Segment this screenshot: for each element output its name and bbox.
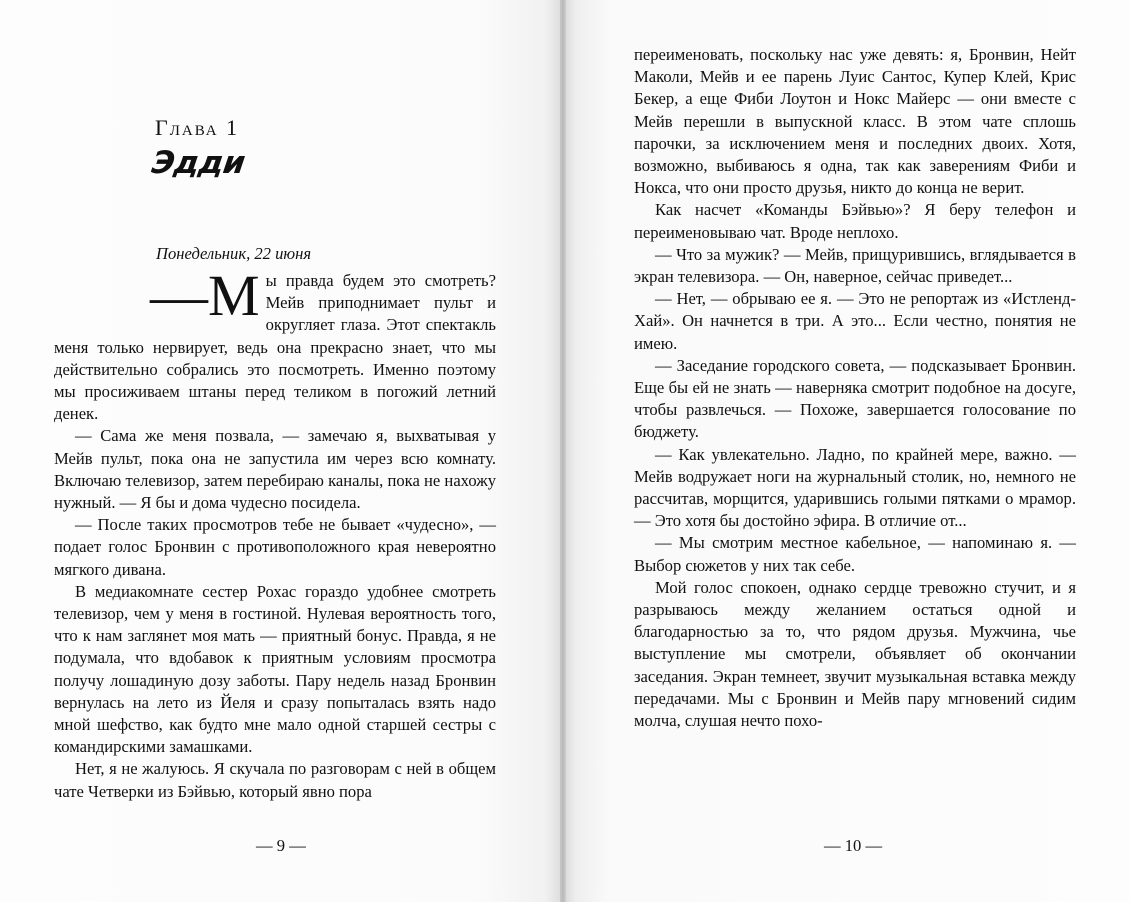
continued-paragraph: переименовать, поскольку нас уже девять: я, Бронвин, Нейт Маколи, Мейв и ее парень Луис Сантос, Купер Клей, Крис Бекер, а еще Фиби Лоутон и Нокс Майерс — они вместе с Мейв перешли в выпускной класс. В этом чате сплошь парочки, за исключением меня и последних двоих. Хотя, возможно, выбиваюсь я одна, так как заверениям Фиби и Нокса, что они просто друзья, никто до конца не верит. (634, 45, 1076, 198)
chapter-dateline: Понедельник, 22 июня (156, 244, 312, 263)
book-gutter (560, 0, 566, 902)
chapter-label: Глава 1 (155, 115, 240, 140)
paragraph: — Заседание городского совета, — подсказывает Бронвин. Еще бы ей не знать — наверняка смотрит подобное на досуге, чтобы развлечься. — Похоже, завершается голосование по бюджету. (634, 355, 1076, 442)
page-number-left: — 9 — (256, 836, 306, 855)
paragraph: — Нет, — обрываю ее я. — Это не репортаж из «Истленд-Хай». Он начнется в три. А это... Если честно, понятия не имею. (634, 289, 1076, 353)
opening-paragraph (54, 263, 496, 425)
drop-cap: —М (150, 263, 260, 328)
paragraph: — Мы смотрим местное кабельное, — напоминаю я. — Выбор сюжетов у них так себе. (634, 533, 1076, 575)
left-text-column (54, 263, 496, 803)
page-number-right: — 10 — (824, 836, 883, 855)
chapter-title: Эдди (149, 145, 248, 181)
paragraph: — Как увлекательно. Ладно, по крайней мере, важно. — Мейв водружает ноги на журнальный столик, но, немного не рассчитав, морщится, ударившись голыми пятками о мрамор. — Это хотя бы достойно эфира. В отличие от... (634, 444, 1076, 531)
paragraph: — После таких просмотров тебе не бывает «чудесно», — подает голос Бронвин с противоположного края невероятно мягкого дивана. (54, 515, 496, 579)
paragraph: Как насчет «Команды Бэйвью»? Я беру телефон и переименовываю чат. Вроде неплохо. (634, 200, 1076, 242)
paragraph: — Сама же меня позвала, — замечаю я, выхватывая у Мейв пульт, пока она не запустила им через всю комнату. Включаю телевизор, затем перебираю каналы, пока не нахожу нужный. — Я бы и дома чудесно посидела. (54, 426, 496, 513)
opening-paragraph-text: ы правда будем это смотреть? Мейв приподнимает пульт и округляет глаза. Этот спектакль меня только нервирует, ведь она прекрасно знает, что мы действительно собрались это посмотреть. Именно поэтому мы просиживаем штаны перед теликом в погожий летний денек. (54, 271, 496, 424)
paragraph: Мой голос спокоен, однако сердце тревожно стучит, и я разрываюсь между желанием остаться одной и благодарностью за то, что рядом друзья. Мужчина, чье выступление мы смотрели, объявляет об окончании заседания. Экран темнеет, звучит музыкальная вставка между передачами. Мы с Бронвин и Мейв пару мгновений сидим молча, слушая нечто похо- (634, 577, 1076, 731)
paragraph: — Что за мужик? — Мейв, прищурившись, вглядывается в экран телевизора. — Он, наверное, сейчас приведет... (634, 244, 1076, 287)
paragraph: В медиакомнате сестер Рохас гораздо удобнее смотреть телевизор, чем у меня в гостиной. Нулевая вероятность того, что к нам заглянет моя мать — приятный бонус. Правда, я не подумала, что вдобавок к приятным условиям просмотра получу лошадиную дозу заботы. Пару недель назад Бронвин вернулась на лето из Йеля и сразу попыталась взять надо мной шефство, как будто мне мало одной старшей сестры с командирскими замашками. (54, 581, 496, 757)
paragraph: Нет, я не жалуюсь. Я скучала по разговорам с ней в общем чате Четверки из Бэйвью, который явно пора (54, 759, 496, 801)
right-text-column (634, 44, 1076, 732)
